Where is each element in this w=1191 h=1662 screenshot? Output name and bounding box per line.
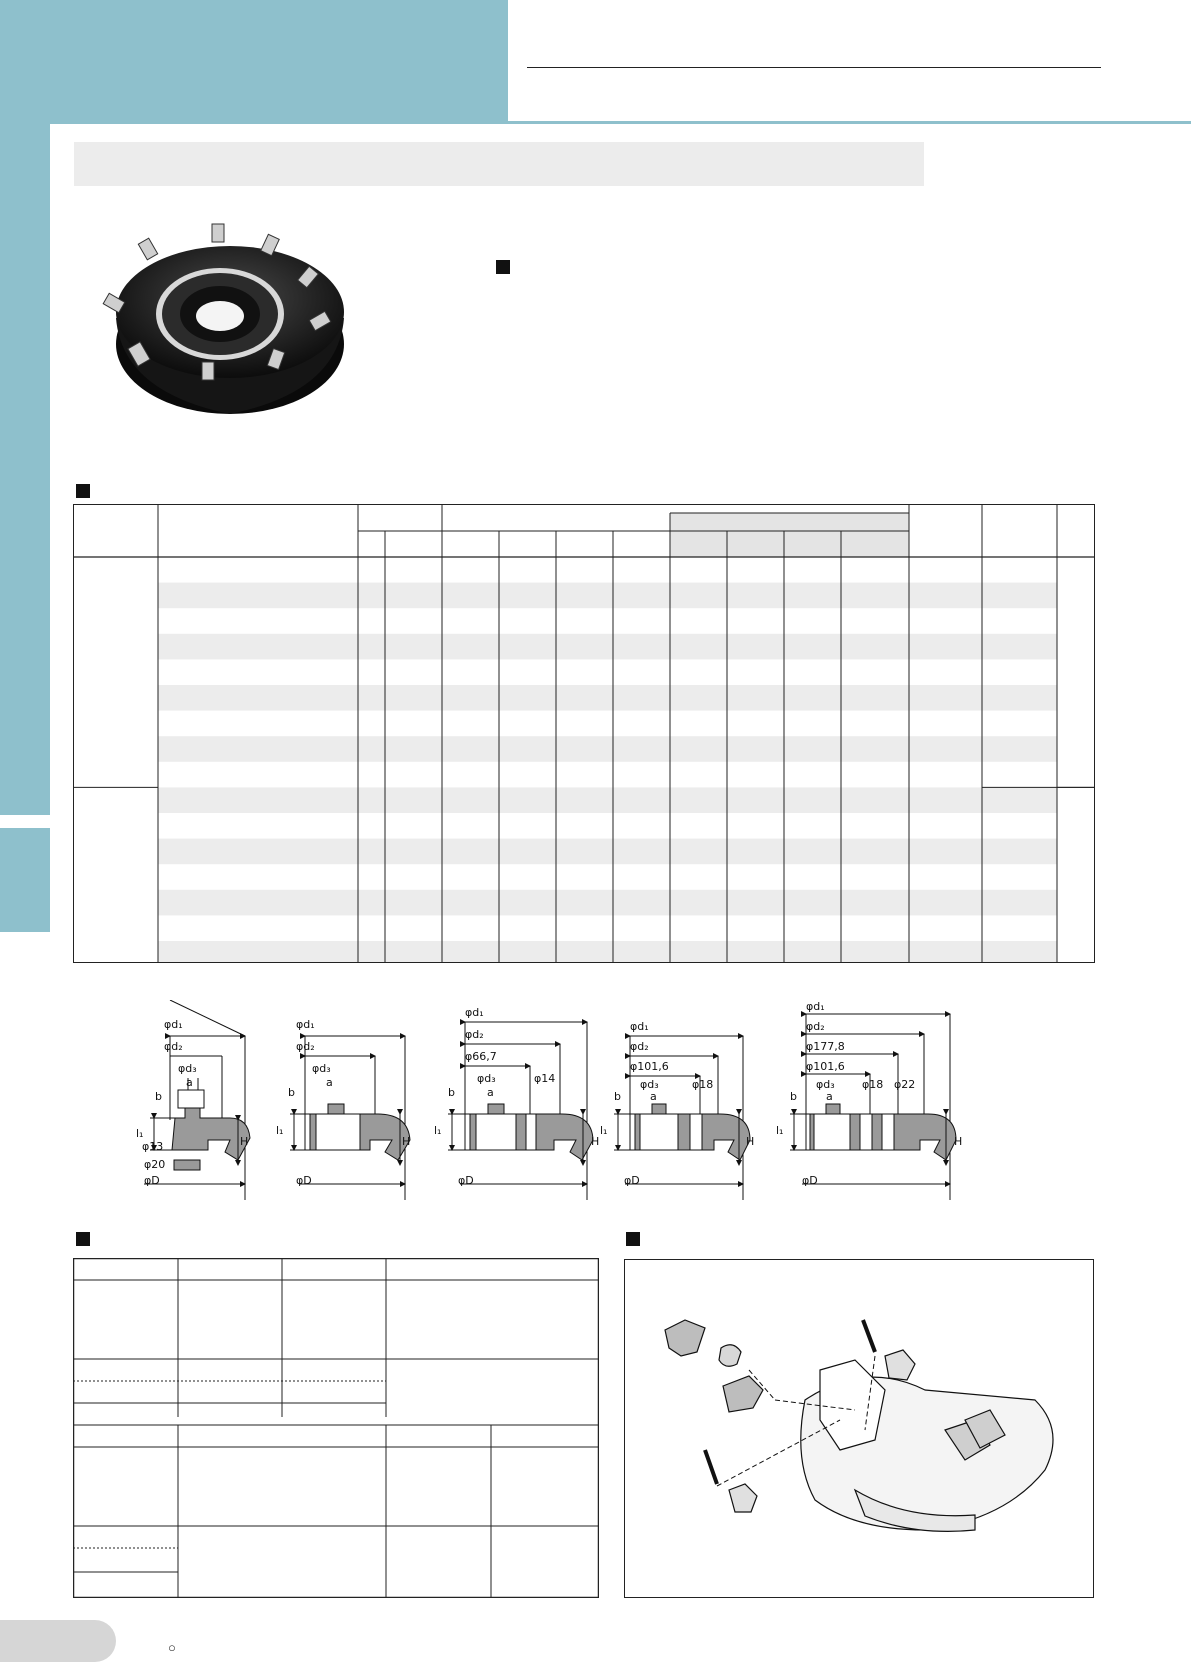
spec-cell-shade xyxy=(158,736,982,762)
a-label-5: a xyxy=(826,1090,833,1103)
spec-table xyxy=(73,504,1095,963)
spec-cell-shade xyxy=(982,736,1057,762)
d1-label-4: φd₁ xyxy=(630,1020,649,1033)
d1016-label-5: φ101,6 xyxy=(806,1060,845,1073)
header-title-rule xyxy=(527,67,1101,68)
D-label-5: φD xyxy=(802,1174,818,1187)
D-label: φD xyxy=(144,1174,160,1187)
side-index-tab xyxy=(0,124,50,815)
H-label-3: H xyxy=(591,1135,600,1148)
a-label-4: a xyxy=(650,1090,657,1103)
H-label-5: H xyxy=(954,1135,963,1148)
spec-cell-shade xyxy=(158,583,982,609)
spec-cell-shade xyxy=(158,685,982,711)
l1-label-5: l₁ xyxy=(776,1124,784,1137)
d2-label-5: φd₂ xyxy=(806,1020,825,1033)
H-label-2: H xyxy=(402,1135,411,1148)
d1-label-5: φd₁ xyxy=(806,1000,825,1013)
D-label-2: φD xyxy=(296,1174,312,1187)
d14-label: φ14 xyxy=(534,1072,556,1085)
d2-label-2: φd₂ xyxy=(296,1040,315,1053)
d22-label: φ22 xyxy=(894,1078,916,1091)
side-index-tab-secondary xyxy=(0,828,50,932)
d3-label-5: φd₃ xyxy=(816,1078,835,1091)
l1-label-2: l₁ xyxy=(276,1124,284,1137)
b-label-2: b xyxy=(288,1086,295,1099)
assembly-drawing xyxy=(624,1259,1094,1598)
d2-label: φd₂ xyxy=(164,1040,183,1053)
d3-label: φd₃ xyxy=(178,1062,197,1075)
D-label-3: φD xyxy=(458,1174,474,1187)
D-label-4: φD xyxy=(624,1174,640,1187)
spec-cell-shade xyxy=(982,583,1057,609)
a-label-2: a xyxy=(326,1076,333,1089)
spec-cell-shade xyxy=(982,787,1057,813)
d3-label-4: φd₃ xyxy=(640,1078,659,1091)
d18-label-5: φ18 xyxy=(862,1078,884,1091)
spec-cell-shade xyxy=(158,839,982,865)
H-label: H xyxy=(240,1135,249,1148)
spec-cell-shade xyxy=(982,634,1057,660)
product-photo xyxy=(102,222,352,422)
H-label-4: H xyxy=(746,1135,755,1148)
page-number-tab xyxy=(0,1620,116,1662)
d667-label: φ66,7 xyxy=(465,1050,497,1063)
spec-cell-shade xyxy=(982,839,1057,865)
b-label-5: b xyxy=(790,1090,797,1103)
d18-label-4: φ18 xyxy=(692,1078,714,1091)
b-label-4: b xyxy=(614,1090,621,1103)
spec-cell-shade xyxy=(670,531,909,557)
d1778-label: φ177,8 xyxy=(806,1040,845,1053)
footer-mark: ○ xyxy=(168,1640,176,1655)
spec-cell-shade xyxy=(158,634,982,660)
l1-label-4: l₁ xyxy=(600,1124,608,1137)
section-marker-spec-table xyxy=(76,484,90,498)
d2-label-3: φd₂ xyxy=(465,1028,484,1041)
d1-label-2: φd₁ xyxy=(296,1018,315,1031)
spec-cell-shade xyxy=(982,890,1057,916)
l1-label: l₁ xyxy=(136,1127,144,1140)
d13-label: φ13 xyxy=(142,1140,164,1153)
spec-cell-shade xyxy=(158,890,982,916)
d20-label: φ20 xyxy=(144,1158,166,1171)
section-title-bar xyxy=(74,142,924,186)
a-label-3: a xyxy=(487,1086,494,1099)
header-stripe xyxy=(508,121,1191,124)
spec-cell-shade xyxy=(158,787,982,813)
section-marker-parts xyxy=(76,1232,90,1246)
d1-label-3: φd₁ xyxy=(465,1006,484,1019)
section-marker-assembly xyxy=(626,1232,640,1246)
spec-cell-shade xyxy=(158,941,982,963)
l1-label-3: l₁ xyxy=(434,1124,442,1137)
header-band xyxy=(0,0,508,124)
section-marker-intro xyxy=(496,260,510,274)
parts-table xyxy=(73,1258,599,1598)
a-label: a xyxy=(186,1076,193,1089)
d2-label-4: φd₂ xyxy=(630,1040,649,1053)
d3-label-3: φd₃ xyxy=(477,1072,496,1085)
dimension-drawings xyxy=(130,1000,1030,1210)
d3-label-2: φd₃ xyxy=(312,1062,331,1075)
spec-cell-shade xyxy=(670,513,909,531)
spec-cell-shade xyxy=(982,941,1057,963)
spec-cell-shade xyxy=(982,685,1057,711)
b-label: b xyxy=(155,1090,162,1103)
b-label-3: b xyxy=(448,1086,455,1099)
d1016-label-4: φ101,6 xyxy=(630,1060,669,1073)
d1-label: φd₁ xyxy=(164,1018,183,1031)
